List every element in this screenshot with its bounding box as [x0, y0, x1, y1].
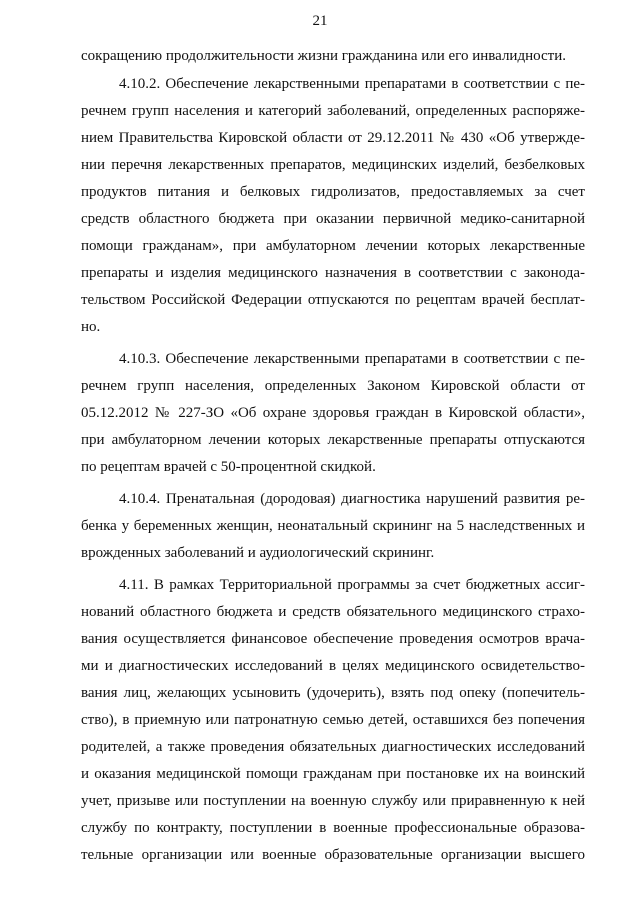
page-number: 21 [312, 13, 328, 29]
text-line: нии перечня лекарственных препаратов, медицинских изделий, безбелковых [81, 157, 585, 173]
text-line: при амбулаторном лечении которых лекарственные препараты отпускаются [81, 432, 585, 448]
text-line: врожденных заболеваний и аудиологический скрининг. [81, 545, 435, 561]
text-line: и оказания медицинской помощи гражданам при постановке их на воинский [81, 766, 585, 782]
paragraph-4-10-2-first-line: 4.10.2. Обеспечение лекарственными препаратами в соответствии с пе- [119, 76, 585, 92]
text-line: продуктов питания и белковых гидролизатов, предоставляемых за счет [81, 184, 585, 200]
text-line: но. [81, 319, 101, 335]
text-line: препараты и изделия медицинского назначения в соответствии с законода- [81, 265, 585, 281]
paragraph-4-10-4-first-line: 4.10.4. Пренатальная (дородовая) диагностика нарушений развития ре- [119, 491, 585, 507]
text-line: учет, призыве или поступлении на военную службу или приравненную к ней [81, 793, 585, 809]
text-line: тельные организации или военные образовательные организации высшего [81, 847, 585, 863]
text-line: ство), в приемную или патронатную семью детей, оставшихся без попечения [81, 712, 585, 728]
text-line: родителей, а также проведения обязательных диагностических исследований [81, 739, 585, 755]
text-line: вания осуществляется финансовое обеспечение проведения осмотров врача- [81, 631, 585, 647]
text-line: ми и диагностических исследований в целях медицинского освидетельство- [81, 658, 585, 674]
text-line: средств областного бюджета при оказании первичной медико-санитарной [81, 211, 585, 227]
text-line: вания лиц, желающих усыновить (удочерить), взять под опеку (попечитель- [81, 685, 585, 701]
text-line: по рецептам врачей с 50-процентной скидкой. [81, 459, 376, 475]
text-line: 05.12.2012 № 227-ЗО «Об охране здоровья граждан в Кировской области», [81, 405, 585, 421]
text-line: нием Правительства Кировской области от 29.12.2011 № 430 «Об утвержде- [81, 130, 585, 146]
text-line: нований областного бюджета и средств обязательного медицинского страхо- [81, 604, 585, 620]
paragraph-4-11-first-line: 4.11. В рамках Территориальной программы за счет бюджетных ассиг- [119, 577, 585, 593]
text-line: службу по контракту, поступлении в военные профессиональные образова- [81, 820, 585, 836]
text-line: речнем групп населения, определенных Законом Кировской области от [81, 378, 585, 394]
text-line: бенка у беременных женщин, неонатальный скрининг на 5 наследственных и [81, 518, 585, 534]
text-line: тельством Российской Федерации отпускаются по рецептам врачей бесплат- [81, 292, 585, 308]
text-line: сокращению продолжительности жизни гражданина или его инвалидности. [81, 48, 566, 64]
text-line: речнем групп населения и категорий заболеваний, определенных распоряже- [81, 103, 585, 119]
text-line: помощи гражданам», при амбулаторном лечении которых лекарственные [81, 238, 585, 254]
paragraph-4-10-3-first-line: 4.10.3. Обеспечение лекарственными препаратами в соответствии с пе- [119, 351, 585, 367]
